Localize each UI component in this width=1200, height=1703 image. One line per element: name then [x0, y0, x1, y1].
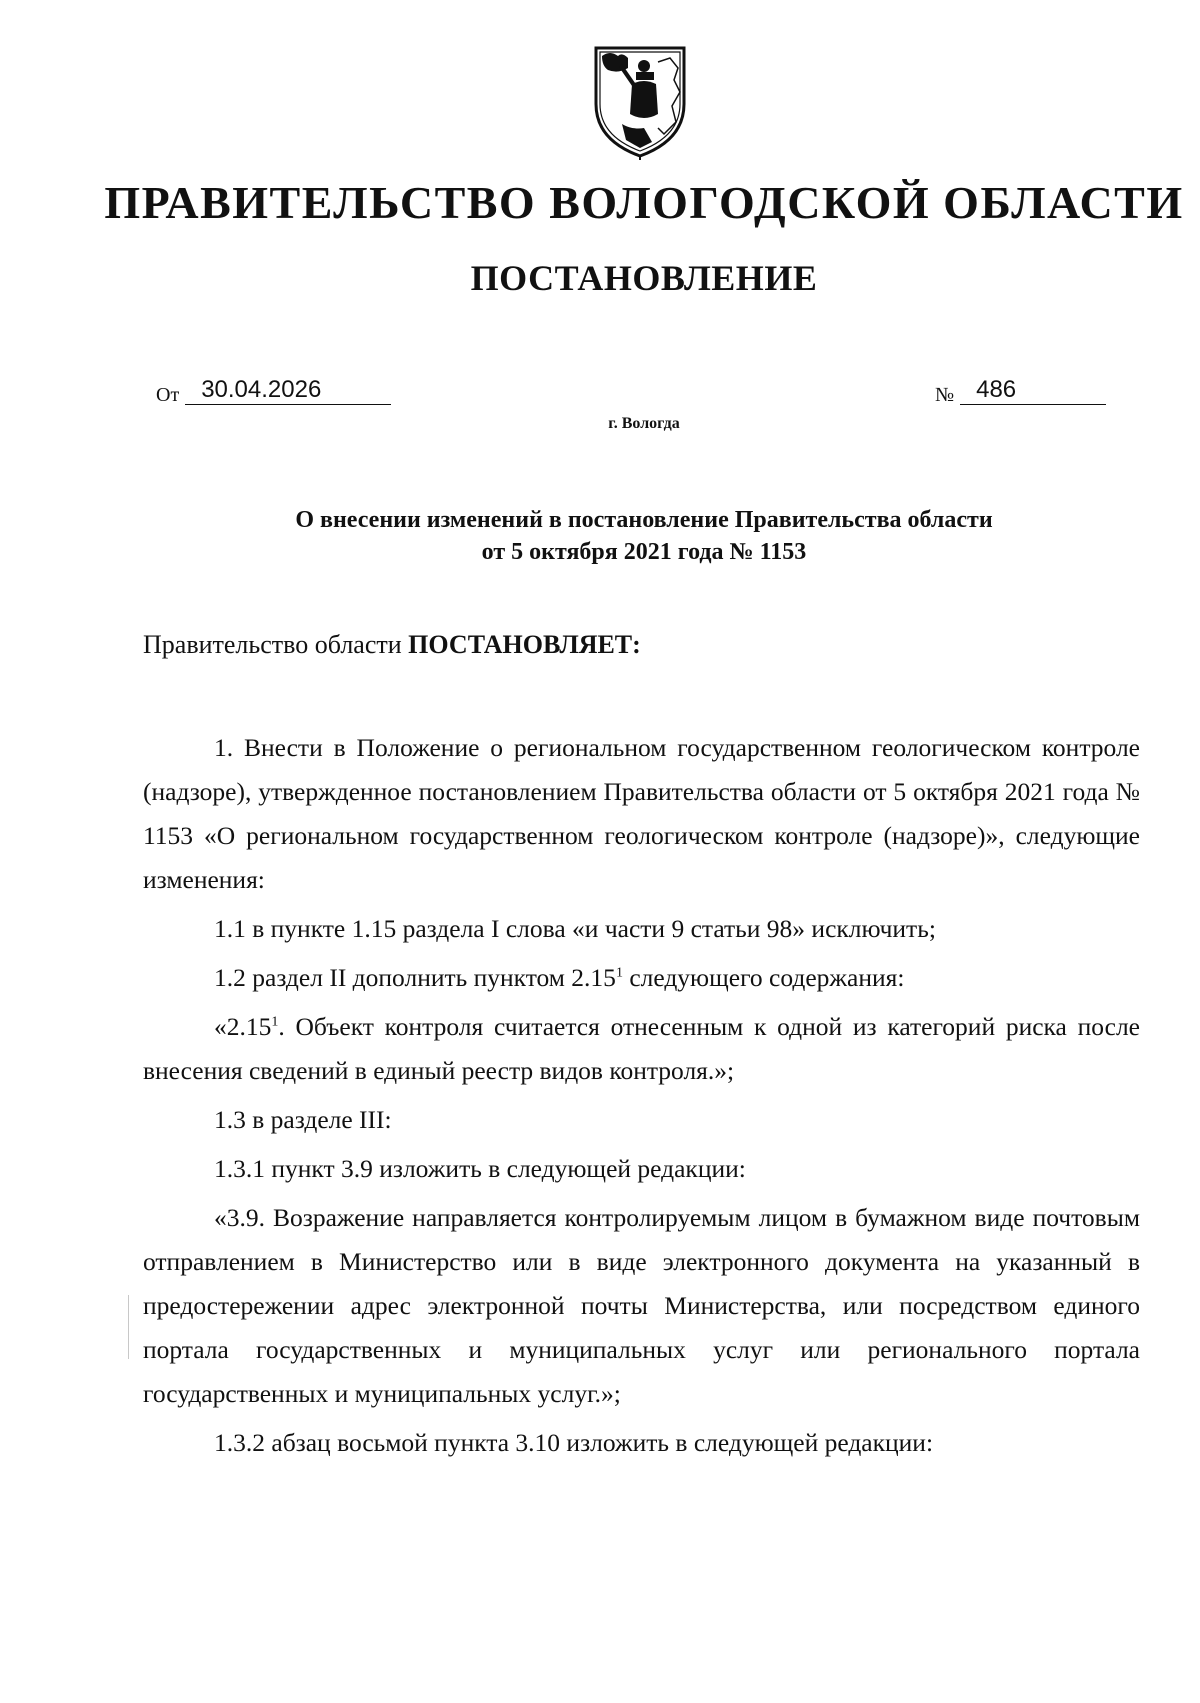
paragraph-1-2-text: 1.2 раздел II дополнить пунктом 2.15	[214, 963, 616, 992]
superscript: 1	[271, 1014, 279, 1030]
preamble	[143, 632, 641, 658]
date-field	[156, 378, 391, 405]
number-field	[935, 378, 1106, 405]
preamble-emphasis: ПОСТАНОВЛЯЕТ:	[408, 630, 641, 659]
document-subject	[44, 504, 1200, 568]
scan-artifact	[128, 1295, 129, 1359]
vologda-coat-of-arms-icon	[592, 44, 688, 160]
paragraph-1-3: 1.3 в разделе III:	[214, 1105, 392, 1134]
superscript: 1	[615, 965, 623, 981]
quote-2-15-start: «2.15	[214, 1012, 272, 1041]
subject-line-1: О внесении изменений в постановление Правительства области	[295, 507, 993, 533]
paragraph-1-3-2: 1.3.2 абзац восьмой пункта 3.10 изложить в следующей редакции:	[214, 1428, 934, 1457]
subject-line-2: от 5 октября 2021 года № 1153	[481, 539, 807, 565]
paragraph-1: 1. Внести в Положение о региональном государственном геологическом контроле (надзоре), утвержденное постановлением Правительства области от 5 октября 2021 года № 1153 «О региональном государственном геологическом контроле (надзоре)», следующие изменения:	[143, 733, 1140, 894]
quote-2-15-text: . Объект контроля считается отнесенным к одной из категорий риска после внесения сведений в единый реестр видов контроля.»;	[143, 1012, 1140, 1085]
number-prefix: №	[935, 384, 955, 406]
document-body	[143, 726, 1140, 1470]
paragraph-1-1: 1.1 в пункте 1.15 раздела I слова «и части 9 статьи 98» исключить;	[214, 914, 936, 943]
organization-title: ПРАВИТЕЛЬСТВО ВОЛОГОДСКОЙ ОБЛАСТИ	[104, 177, 1184, 228]
paragraph-quote-3-9: «3.9. Возражение направляется контролируемым лицом в бумажном виде почтовым отправлением в Министерство или в виде электронного документа на указанный в предостережении адрес электронной почты Министерства, или посредством единого портала государственных и муниципальных услуг или регионального портала государственных и муниципальных услуг.»;	[143, 1203, 1140, 1408]
preamble-text: Правительство области	[143, 630, 409, 659]
city-label: г. Вологда	[608, 415, 680, 432]
document-number: 486	[960, 378, 1106, 405]
date-prefix: От	[156, 384, 180, 406]
paragraph-1-2	[143, 956, 1140, 1000]
paragraph-1-2-tail: следующего содержания:	[622, 963, 905, 992]
paragraph-1-3-1: 1.3.1 пункт 3.9 изложить в следующей редакции:	[214, 1154, 746, 1183]
document-date: 30.04.2026	[185, 378, 391, 405]
paragraph-quote-2-15	[143, 1005, 1140, 1093]
document-type: ПОСТАНОВЛЕНИЕ	[470, 258, 818, 298]
